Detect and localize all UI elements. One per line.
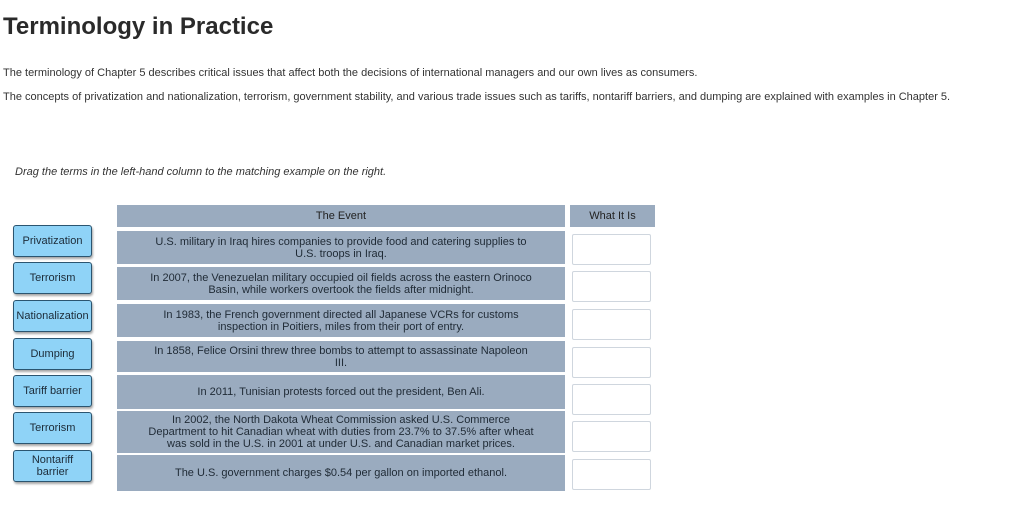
term-nationalization[interactable]: Nationalization: [13, 300, 92, 332]
term-nontariff-barrier[interactable]: Nontariff barrier: [13, 450, 92, 482]
drop-target-7[interactable]: [572, 459, 651, 490]
drop-target-2[interactable]: [572, 271, 651, 302]
drop-target-4[interactable]: [572, 347, 651, 378]
intro-paragraph-2: The concepts of privatization and nationalization, terrorism, government stability, and various trade issues such as tariffs, nontariff barriers, and dumping are explained with examples in Chapter 5.: [3, 91, 951, 103]
term-privatization[interactable]: Privatization: [13, 225, 92, 257]
term-terrorism[interactable]: Terrorism: [13, 262, 92, 294]
event-row-5: In 2011, Tunisian protests forced out the president, Ben Ali.: [117, 375, 565, 410]
page-title: Terminology in Practice: [3, 13, 274, 40]
event-row-6: In 2002, the North Dakota Wheat Commission asked U.S. Commerce Department to hit Canadian wheat with duties from 23.7% to 37.5% after wheat was sold in the U.S. in 2001 at under U.S. and Canadian market prices.: [117, 411, 565, 454]
header-the-event: The Event: [117, 205, 565, 227]
drop-target-3[interactable]: [572, 309, 651, 340]
event-row-3: In 1983, the French government directed all Japanese VCRs for customs inspection in Poitiers, miles from their port of entry.: [117, 304, 565, 338]
event-row-2: In 2007, the Venezuelan military occupied oil fields across the eastern Orinoco Basin, while workers overtook the fields after midnight.: [117, 267, 565, 301]
header-what-it-is: What It Is: [570, 205, 655, 227]
drop-target-1[interactable]: [572, 234, 651, 265]
drop-target-6[interactable]: [572, 421, 651, 452]
event-row-4: In 1858, Felice Orsini threw three bombs to attempt to assassinate Napoleon III.: [117, 341, 565, 373]
term-tariff-barrier[interactable]: Tariff barrier: [13, 375, 92, 407]
term-dumping[interactable]: Dumping: [13, 338, 92, 370]
event-row-7: The U.S. government charges $0.54 per gallon on imported ethanol.: [117, 455, 565, 492]
drop-target-5[interactable]: [572, 384, 651, 415]
event-row-1: U.S. military in Iraq hires companies to provide food and catering supplies to U.S. troops in Iraq.: [117, 231, 565, 265]
intro-paragraph-1: The terminology of Chapter 5 describes critical issues that affect both the decisions of international managers and our own lives as consumers.: [3, 67, 698, 79]
term-terrorism-2[interactable]: Terrorism: [13, 412, 92, 444]
drag-instruction: Drag the terms in the left-hand column to the matching example on the right.: [15, 166, 387, 178]
